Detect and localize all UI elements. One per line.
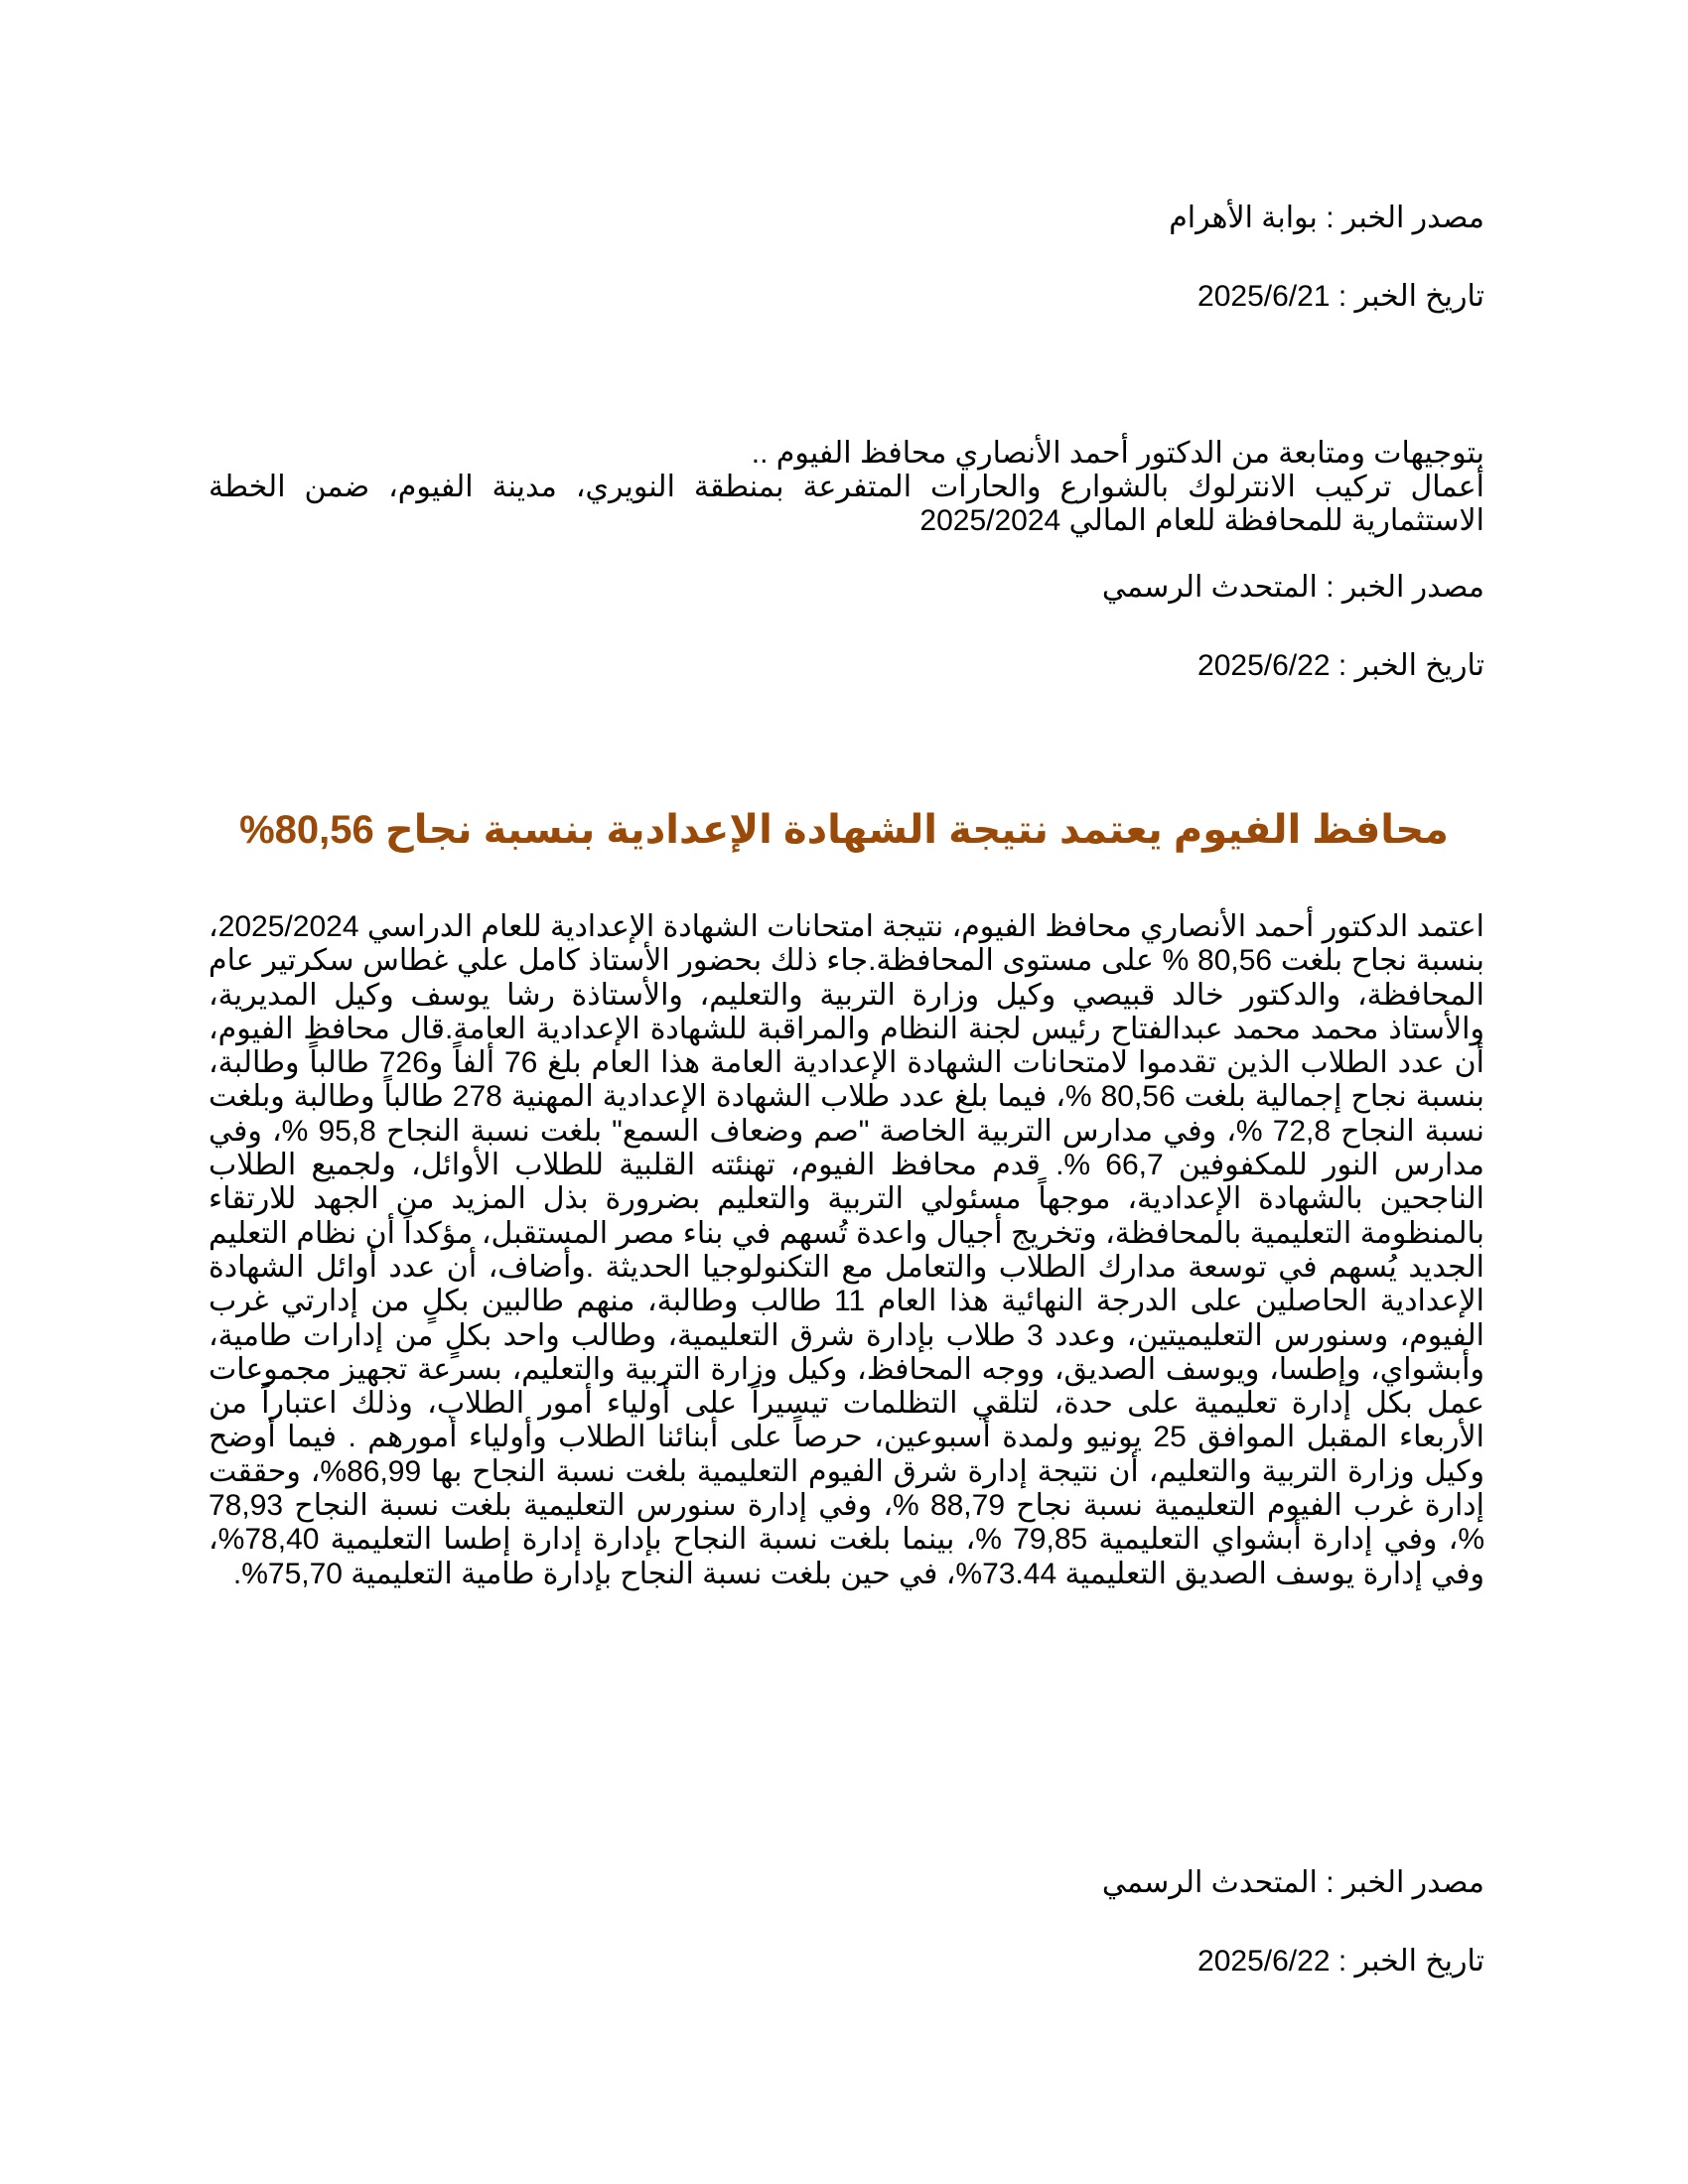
article-source: مصدر الخبر : المتحدث الرسمي [1101, 1866, 1484, 1899]
article-date: تاريخ الخبر : 2025/6/22 [1197, 1945, 1484, 1978]
news-intro-2: بتوجيهات ومتابعة من الدكتور أحمد الأنصاري محافظ الفيوم .. [751, 437, 1484, 470]
news-date-2: تاريخ الخبر : 2025/6/22 [1197, 649, 1484, 682]
article-body: اعتمد الدكتور أحمد الأنصاري محافظ الفيوم، نتيجة امتحانات الشهادة الإعدادية للعام الدراسي 2025/2024، بنسبة نجاح بلغت 80,56 % على مستوى المحافظة.جاء ذلك بحضور الأستاذ كامل علي غطاس سكرتير عام المحافظة، والدكتور خالد قبيصي وكيل وزارة التربية والتعليم، والأستاذة رشا يوسف وكيل المديرية، والأستاذ محمد محمد عبدالفتاح رئيس لجنة النظام والمراقبة للشهادة الإعدادية العامة.قال محافظ الفيوم، أن عدد الطلاب الذين تقدموا لامتحانات الشهادة الإعدادية العامة هذا العام بلغ 76 ألفاً و726 طالباً وطالبة، بنسبة نجاح إجمالية بلغت 80,56 %، فيما بلغ عدد طلاب الشهادة الإعدادية المهنية 278 طالباً وطالبة وبلغت نسبة النجاح 72,8 %، وفي مدارس التربية الخاصة "صم وضعاف السمع" بلغت نسبة النجاح 95,8 %، وفي مدارس النور للمكفوفين 66,7 %. قدم محافظ الفيوم، تهنئته القلبية للطلاب الأوائل، ولجميع الطلاب الناجحين بالشهادة الإعدادية، موجهاً مسئولي التربية والتعليم بضرورة بذل المزيد من الجهد للارتقاء بالمنظومة التعليمية بالمحافظة، وتخريج أجيال واعدة تُسهم في بناء مصر المستقبل، مؤكداً أن نظام التعليم الجديد يُسهم في توسعة مدارك الطلاب والتعامل مع التكنولوجيا الحديثة .وأضاف، أن عدد أوائل الشهادة الإعدادية الحاصلين على الدرجة النهائية هذا العام 11 طالب وطالبة، منهم طالبين بكلٍ من إدارتي غرب الفيوم، وسنورس التعليميتين، وعدد 3 طلاب بإدارة شرق التعليمية، وطالب واحد بكلٍ من إدارات طامية، وأبشواي، وإطسا، ويوسف الصديق، ووجه المحافظ، وكيل وزارة التربية والتعليم، بسرعة تجهيز مجموعات عمل بكل إدارة تعليمية على حدة، لتلقي التظلمات تيسيراً على أولياء أمور الطلاب، وذلك اعتباراً من الأربعاء المقبل الموافق 25 يونيو ولمدة أسبوعين، حرصاً على أبنائنا الطلاب وأولياء أمورهم . فيما أوضح وكيل وزارة التربية والتعليم، أن نتيجة إدارة شرق الفيوم التعليمية بلغت نسبة النجاح بها 86,99%، وحققت إدارة غرب الفيوم التعليمية نسبة نجاح 88,79 %، وفي إدارة سنورس التعليمية بلغت نسبة النجاح 78,93 %، وفي إدارة أبشواي التعليمية 79,85 %، بينما بلغت نسبة النجاح بإدارة إدارة إطسا التعليمية 78,40%، وفي إدارة يوسف الصديق التعليمية 73.44%، في حين بلغت نسبة النجاح بإدارة طامية التعليمية 75,70%. [209, 910, 1484, 1590]
news-source-2: مصدر الخبر : المتحدث الرسمي [1101, 571, 1484, 604]
news-date-1: تاريخ الخبر : 2025/6/21 [1197, 280, 1484, 313]
news-body-2: أعمال تركيب الانترلوك بالشوارع والحارات المتفرعة بمنطقة النويري، مدينة الفيوم، ضمن الخطة الاستثمارية للمحافظة للعام المالي 2025/2024 [209, 471, 1484, 537]
news-source-1: مصدر الخبر : بوابة الأهرام [1169, 202, 1484, 234]
article-headline: محافظ الفيوم يعتمد نتيجة الشهادة الإعدادية بنسبة نجاح 80,56% [239, 808, 1449, 852]
